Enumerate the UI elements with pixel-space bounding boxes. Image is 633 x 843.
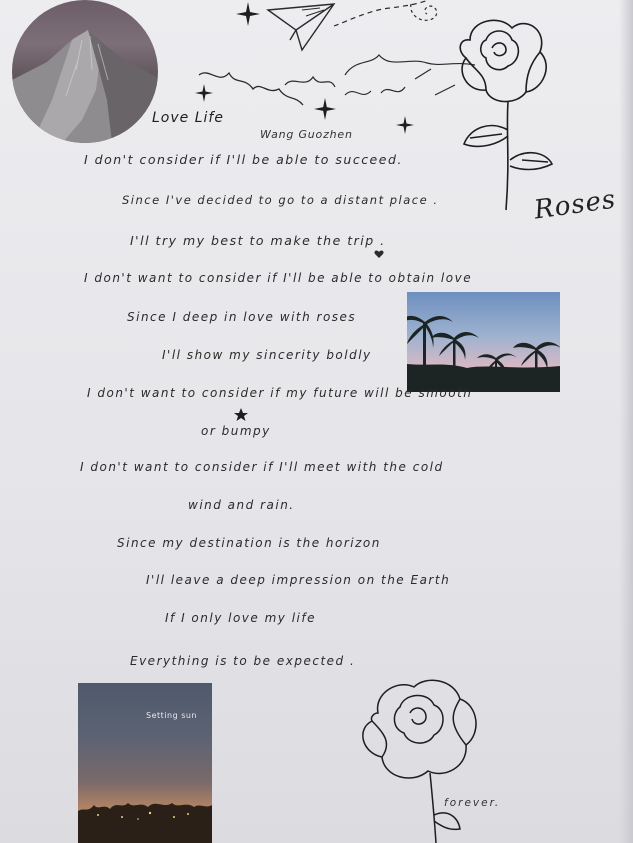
poem-title: Love Life bbox=[152, 110, 224, 126]
sunset-photo bbox=[78, 683, 212, 843]
poem-line-11: Since my destination is the horizon bbox=[117, 536, 381, 550]
forever-label: forever. bbox=[444, 797, 501, 809]
palm-tree-icon bbox=[407, 292, 560, 392]
poem-author: Wang Guozhen bbox=[260, 128, 353, 141]
heart-icon bbox=[374, 249, 384, 259]
treeline-silhouette bbox=[78, 683, 212, 843]
palm-tree-photo bbox=[407, 292, 560, 392]
roses-label: Roses bbox=[532, 184, 618, 226]
poem-line-1: I don't consider if I'll be able to succeed. bbox=[84, 152, 403, 167]
poem-line-14: Everything is to be expected . bbox=[130, 654, 356, 668]
mountain-photo bbox=[12, 0, 158, 143]
star-icon bbox=[234, 408, 248, 422]
poem-line-6: I'll show my sincerity boldly bbox=[162, 348, 372, 362]
poem-line-3: I'll try my best to make the trip . bbox=[130, 233, 386, 248]
poem-line-13: If I only love my life bbox=[165, 611, 316, 625]
poem-line-10: wind and rain. bbox=[188, 498, 295, 512]
sparkle-icon bbox=[236, 2, 260, 26]
sunset-caption: Setting sun bbox=[146, 711, 197, 720]
poem-line-7: I don't want to consider if my future will be smooth bbox=[87, 386, 473, 400]
poem-line-12: I'll leave a deep impression on the Earth bbox=[146, 573, 451, 587]
paper-edge-shadow bbox=[619, 0, 633, 843]
mountain-icon bbox=[12, 0, 158, 143]
rose-icon bbox=[348, 673, 501, 843]
poem-line-4: I don't want to consider if I'll be able to obtain love bbox=[84, 271, 473, 285]
poem-line-9: I don't want to consider if I'll meet with the cold bbox=[80, 460, 444, 474]
poem-line-8: or bumpy bbox=[201, 424, 271, 438]
poem-line-5: Since I deep in love with roses bbox=[127, 310, 357, 324]
poem-line-2: Since I've decided to go to a distant place . bbox=[122, 193, 439, 207]
